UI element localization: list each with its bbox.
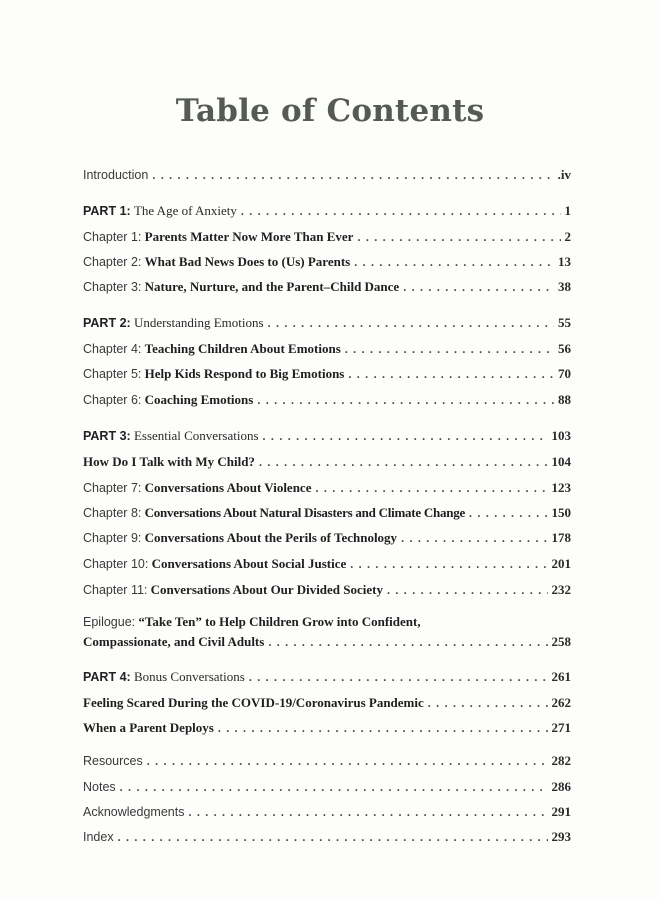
page-number: 201 <box>551 556 571 571</box>
toc-entry-chapter-11[interactable] <box>83 582 571 598</box>
entry-title: What Bad News Does to (Us) Parents <box>144 254 351 269</box>
toc-entry-parent-deploys[interactable] <box>83 720 571 736</box>
toc-entry-part-1[interactable] <box>83 203 571 219</box>
dot-leader <box>147 753 548 769</box>
dot-leader <box>218 720 548 736</box>
page-number: 291 <box>551 804 571 819</box>
chapter-label: Chapter 4: <box>83 342 142 356</box>
dot-leader <box>428 695 548 711</box>
dot-leader <box>345 341 554 357</box>
toc-entry-chapter-8[interactable] <box>83 505 571 521</box>
entry-title: Conversations About the Perils of Technology <box>144 530 398 545</box>
dot-leader <box>249 669 548 685</box>
page-number: 286 <box>551 779 571 794</box>
page-number: 104 <box>551 454 571 469</box>
epilogue-label: Epilogue: <box>83 615 136 629</box>
part-label: PART 3: <box>83 429 131 443</box>
part-label: PART 1: <box>83 204 131 218</box>
page-title: Table of Contents <box>175 93 485 129</box>
entry-title: Conversations About Our Divided Society <box>150 582 383 597</box>
page-number: 293 <box>551 829 571 844</box>
toc-entry-chapter-1[interactable] <box>83 229 571 245</box>
dot-leader <box>118 829 548 845</box>
entry-label: Notes <box>83 780 116 794</box>
toc-entry-part-2[interactable] <box>83 315 571 331</box>
dot-leader <box>268 315 554 331</box>
entry-title: Coaching Emotions <box>144 392 254 407</box>
entry-title: Teaching Children About Emotions <box>144 341 341 356</box>
chapter-label: Chapter 8: <box>83 506 142 520</box>
page-number: 262 <box>551 695 571 710</box>
page-number: 2 <box>564 229 571 244</box>
page-number: 56 <box>558 341 571 356</box>
toc-entry-chapter-7[interactable] <box>83 480 571 496</box>
toc-entry-chapter-3[interactable] <box>83 279 571 295</box>
chapter-label: Chapter 11: <box>83 583 148 597</box>
dot-leader <box>120 779 548 795</box>
toc-entry-introduction[interactable] <box>83 167 571 183</box>
page-number: 150 <box>551 505 571 520</box>
dot-leader <box>259 454 548 470</box>
entry-title: The Age of Anxiety <box>133 203 237 218</box>
page-number: 261 <box>551 669 571 684</box>
entry-title: When a Parent Deploys <box>83 720 214 735</box>
page-number: 178 <box>551 530 571 545</box>
chapter-label: Chapter 6: <box>83 393 142 407</box>
page-number: 1 <box>564 203 571 218</box>
chapter-label: Chapter 2: <box>83 255 142 269</box>
entry-title-line-2: Compassionate, and Civil Adults <box>83 634 265 649</box>
page-number: 103 <box>551 428 571 443</box>
toc-entry-part-3[interactable] <box>83 428 571 444</box>
chapter-label: Chapter 7: <box>83 481 142 495</box>
dot-leader <box>188 804 547 820</box>
entry-title: Help Kids Respond to Big Emotions <box>144 366 345 381</box>
toc-entry-notes[interactable] <box>83 779 571 795</box>
entry-title: Parents Matter Now More Than Ever <box>144 229 354 244</box>
entry-title: Nature, Nurture, and the Parent–Child Dance <box>144 279 400 294</box>
dot-leader <box>401 530 547 546</box>
part-label: PART 2: <box>83 316 131 330</box>
toc-entry-chapter-6[interactable] <box>83 392 571 408</box>
chapter-label: Chapter 1: <box>83 230 142 244</box>
page-number: 55 <box>558 315 571 330</box>
dot-leader <box>354 254 554 270</box>
dot-leader <box>263 428 548 444</box>
entry-title: Essential Conversations <box>133 428 259 443</box>
page-number: 282 <box>551 753 571 768</box>
entry-title: Bonus Conversations <box>133 669 245 684</box>
dot-leader <box>152 167 553 183</box>
toc-entry-chapter-5[interactable] <box>83 366 571 382</box>
toc-entry-chapter-9[interactable] <box>83 530 571 546</box>
dot-leader <box>357 229 560 245</box>
chapter-label: Chapter 10: <box>83 557 149 571</box>
entry-title: Conversations About Natural Disasters and Climate Change <box>144 505 466 520</box>
page-number: 271 <box>551 720 571 735</box>
toc-entry-index[interactable] <box>83 829 571 845</box>
entry-label: Acknowledgments <box>83 805 185 819</box>
page-number: 13 <box>558 254 571 269</box>
toc-entry-how-do-i-talk[interactable] <box>83 454 571 470</box>
page-number: 38 <box>558 279 571 294</box>
entry-title: Feeling Scared During the COVID-19/Coronavirus Pandemic <box>83 695 424 710</box>
toc-entry-resources[interactable] <box>83 753 571 769</box>
entry-title: How Do I Talk with My Child? <box>83 454 255 469</box>
part-label: PART 4: <box>83 670 131 684</box>
chapter-label: Chapter 9: <box>83 531 142 545</box>
entry-label: Resources <box>83 754 143 768</box>
entry-title: Conversations About Violence <box>144 480 312 495</box>
entry-title: Conversations About Social Justice <box>151 556 347 571</box>
dot-leader <box>241 203 561 219</box>
page-number: 70 <box>558 366 571 381</box>
dot-leader <box>403 279 554 295</box>
page-number: 88 <box>558 392 571 407</box>
dot-leader <box>350 556 547 572</box>
page-number: .iv <box>557 167 571 182</box>
page-number: 258 <box>551 634 571 649</box>
dot-leader <box>387 582 548 598</box>
entry-label: Index <box>83 830 114 844</box>
entry-title: Understanding Emotions <box>133 315 264 330</box>
toc-entry-epilogue[interactable] <box>83 612 571 652</box>
toc-entry-chapter-10[interactable] <box>83 556 571 572</box>
toc-entry-feeling-scared[interactable] <box>83 695 571 711</box>
chapter-label: Chapter 3: <box>83 280 142 294</box>
dot-leader <box>348 366 554 382</box>
dot-leader <box>257 392 554 408</box>
dot-leader <box>315 480 547 496</box>
toc-entry-acknowledgments[interactable] <box>83 804 571 820</box>
page-number: 232 <box>551 582 571 597</box>
entry-title-line-1: “Take Ten” to Help Children Grow into Confident, <box>138 614 421 629</box>
dot-leader <box>469 505 547 521</box>
toc-entry-part-4[interactable] <box>83 669 571 685</box>
dot-leader <box>268 632 547 652</box>
chapter-label: Chapter 5: <box>83 367 142 381</box>
entry-label: Introduction <box>83 168 149 182</box>
page-number: 123 <box>551 480 571 495</box>
toc-entry-chapter-4[interactable] <box>83 341 571 357</box>
toc-entry-chapter-2[interactable] <box>83 254 571 270</box>
